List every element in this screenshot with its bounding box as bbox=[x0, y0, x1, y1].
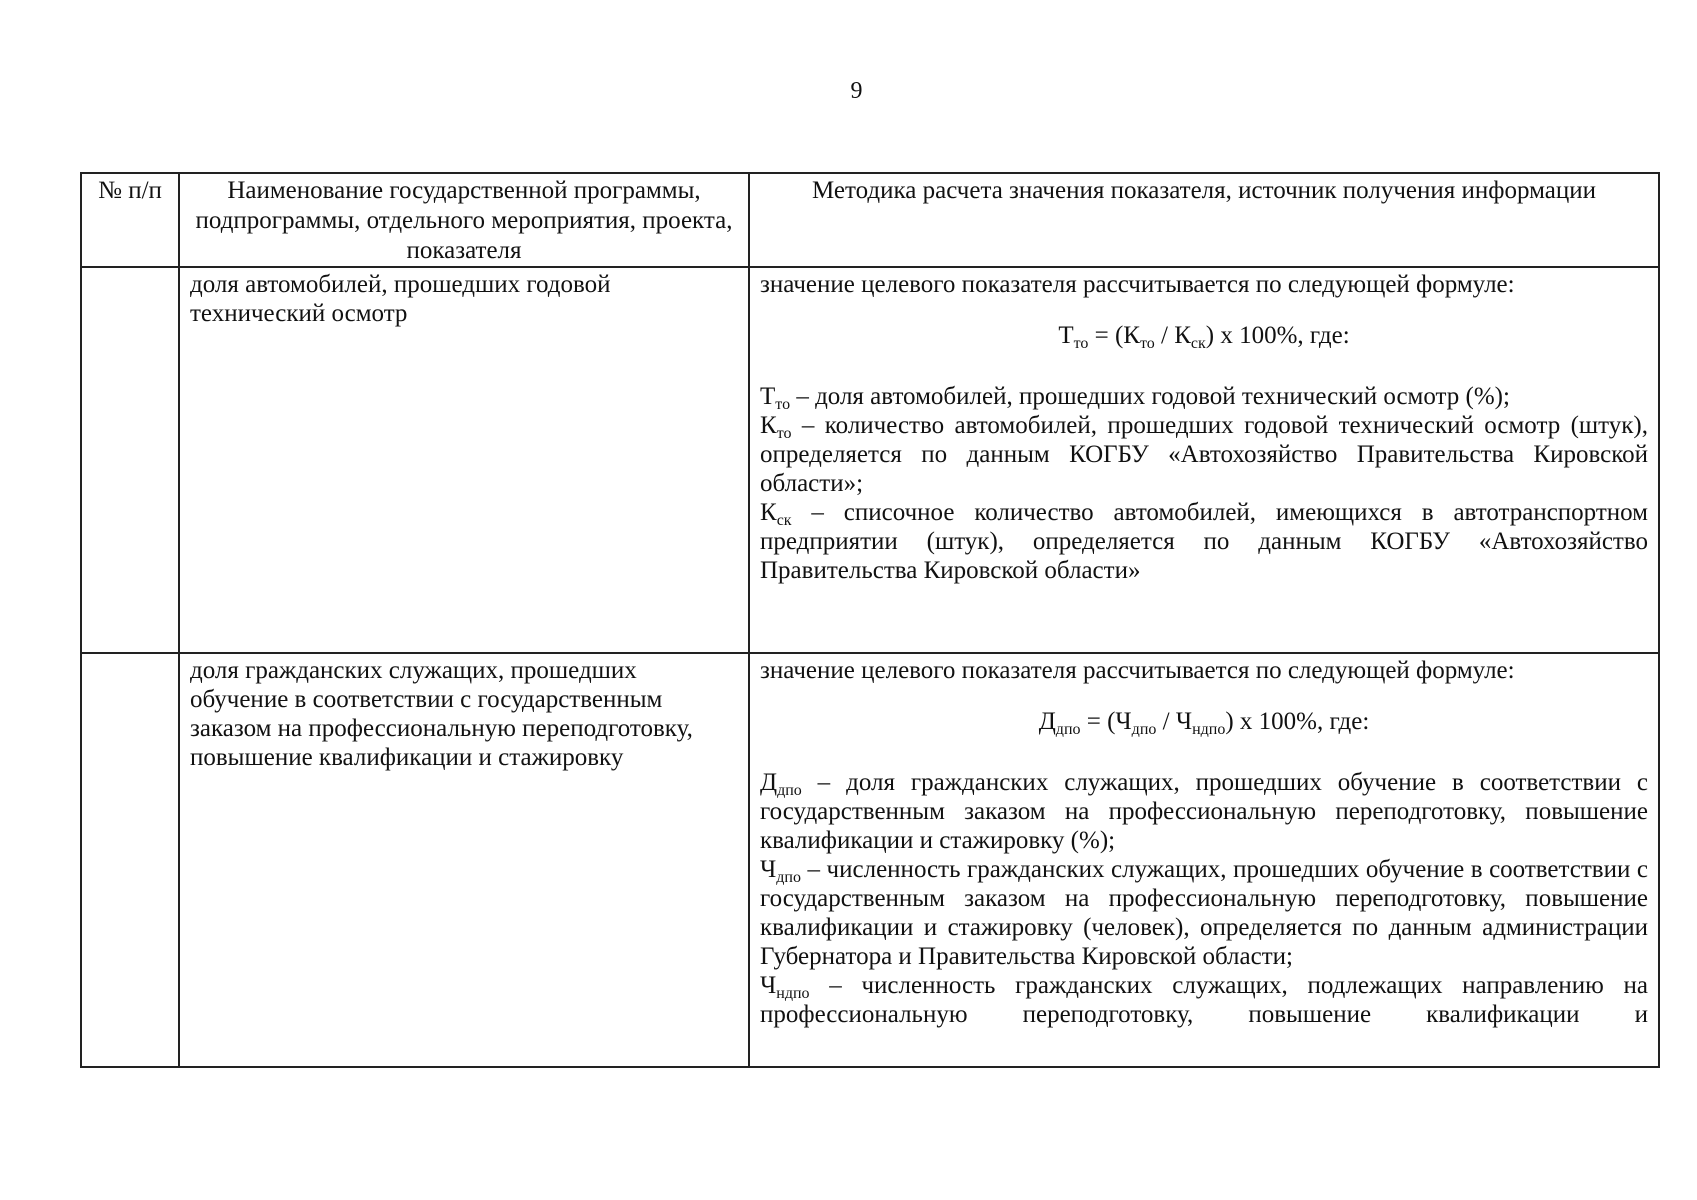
table-header-row bbox=[81, 173, 1659, 267]
method-intro: значение целевого показателя рассчитывается по следующей формуле: bbox=[760, 657, 1515, 684]
indicator-name: доля гражданских служащих, прошедших обучение в соответствии с государственным заказом на профессиональную переподготовку, повышение квалификации и стажировку bbox=[179, 653, 749, 1067]
header-number: № п/п bbox=[81, 173, 179, 267]
header-name: Наименование государственной программы, подпрограммы, отдельного мероприятия, проекта, показателя bbox=[179, 173, 749, 267]
indicator-table bbox=[80, 172, 1660, 1068]
indicator-method bbox=[749, 653, 1659, 1067]
table-row bbox=[81, 267, 1659, 653]
table-row bbox=[81, 653, 1659, 1067]
method-intro: значение целевого показателя рассчитывается по следующей формуле: bbox=[760, 271, 1515, 298]
formula: $Д_{дпо} = (Ч_{дпо} / Ч_{ндпо})$ х 100%, где: bbox=[1038, 708, 1370, 738]
indicator-name: доля автомобилей, прошедших годовой технический осмотр bbox=[179, 267, 749, 653]
definition: $К_{то}$ – количество автомобилей, прошедших годовой технический осмотр (штук), определяется по данным КОГБУ «Автохозяйство Правительства Кировской области»; bbox=[760, 412, 1648, 497]
definition: $Ч_{дпо}$ – численность гражданских служащих, прошедших обучение в соответствии с государственным заказом на профессиональную переподготовку, повышение квалификации и стажировку (человек), определяется по данным администрации Губернатора и Правительства Кировской области; bbox=[760, 856, 1648, 970]
indicator-method bbox=[749, 267, 1659, 653]
row-number bbox=[81, 267, 179, 653]
page-number: 9 bbox=[850, 78, 863, 104]
formula: $Т_{то} = (К_{то} / К_{ск})$ х 100%, где: bbox=[1058, 322, 1350, 352]
definition: $Ч_{ндпо}$ – численность гражданских служащих, подлежащих направлению на профессиональную переподготовку, повышение квалификации и bbox=[760, 972, 1648, 1028]
header-method: Методика расчета значения показателя, источник получения информации bbox=[749, 173, 1659, 267]
definition: $К_{ск}$ – списочное количество автомобилей, имеющихся в автотранспортном предприятии (штук), определяется по данным КОГБУ «Автохозяйство Правительства Кировской области» bbox=[760, 499, 1648, 584]
row-number bbox=[81, 653, 179, 1067]
definition: $Д_{дпо}$ – доля гражданских служащих, прошедших обучение в соответствии с государственным заказом на профессиональную переподготовку, повышение квалификации и стажировку (%); bbox=[760, 769, 1648, 854]
definition: $Т_{то}$ – доля автомобилей, прошедших годовой технический осмотр (%); bbox=[760, 383, 1510, 413]
